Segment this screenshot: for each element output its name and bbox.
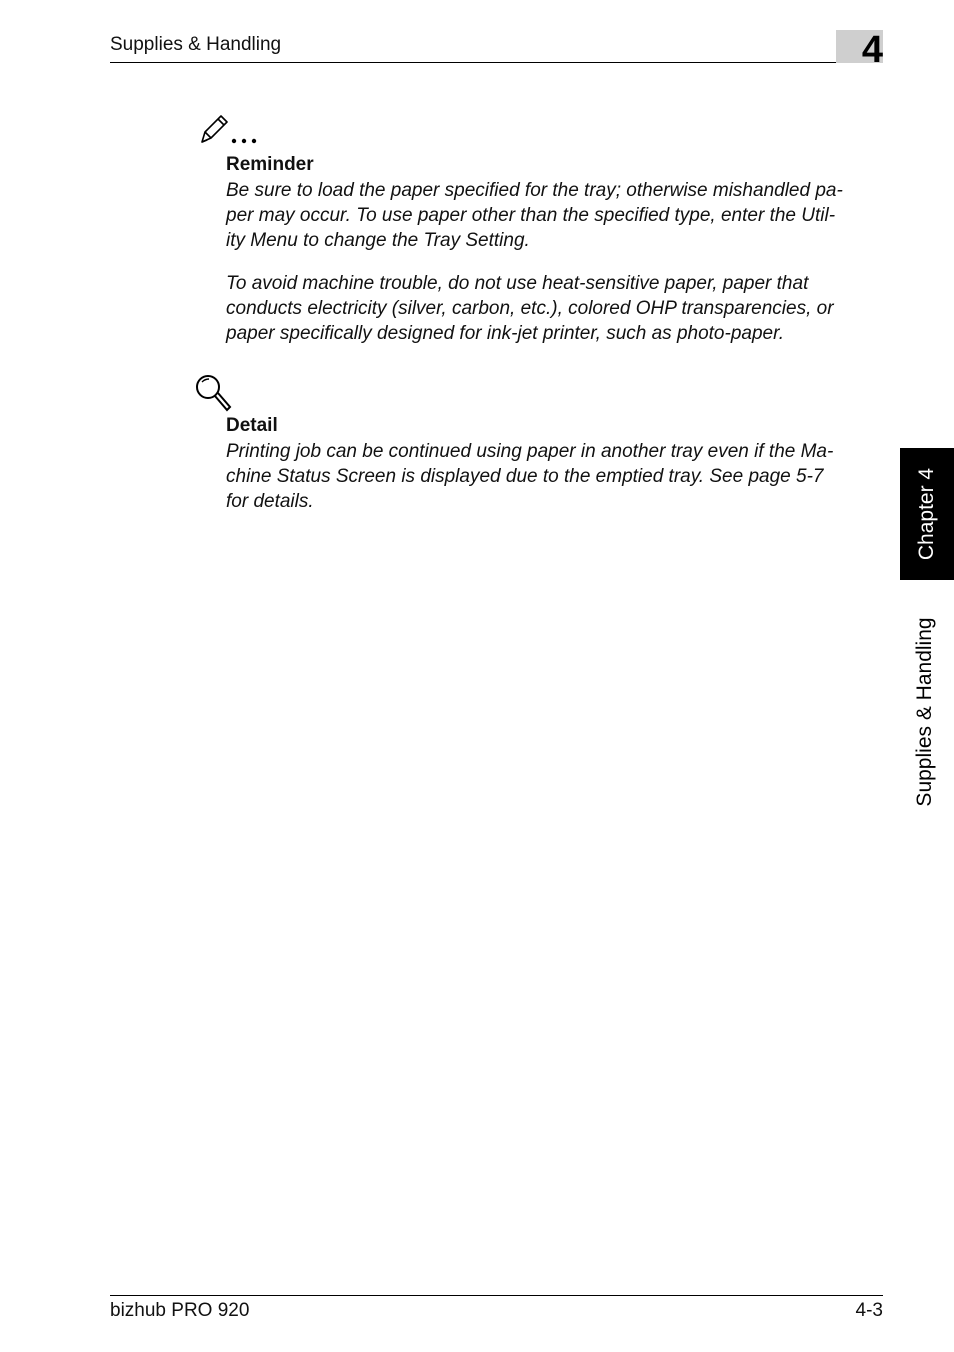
section-side-label: Supplies & Handling — [913, 617, 936, 807]
footer-product-name: bizhub PRO 920 — [110, 1300, 250, 1321]
pencil-ellipsis-icon — [196, 112, 262, 148]
chapter-number: 4 — [861, 29, 883, 71]
reminder-paragraph-2: To avoid machine trouble, do not use heat-sensitive paper, paper that conducts electricity (silver, carbon, etc.), colored OHP transparencies, or paper specifically designed for ink-jet printer, such as photo-paper. — [226, 273, 834, 344]
footer-page-number: 4-3 — [855, 1300, 883, 1321]
running-header-title: Supplies & Handling — [110, 34, 282, 55]
reminder-paragraph-1: Be sure to load the paper specified for the tray; otherwise mishandled pa- per may occur. To use paper other than the specified type, enter the Util- ity Menu to change the Tray Setting. — [226, 180, 843, 251]
header-divider — [110, 62, 883, 63]
chapter-side-tab-label: Chapter 4 — [915, 467, 938, 561]
reminder-label: Reminder — [226, 154, 314, 175]
detail-label: Detail — [226, 415, 278, 436]
magnifier-icon — [193, 372, 233, 414]
detail-paragraph: Printing job can be continued using paper in another tray even if the Ma- chine Status Screen is displayed due to the emptied tray. See page 5-7 for details. — [226, 441, 834, 512]
footer-divider — [110, 1295, 883, 1296]
